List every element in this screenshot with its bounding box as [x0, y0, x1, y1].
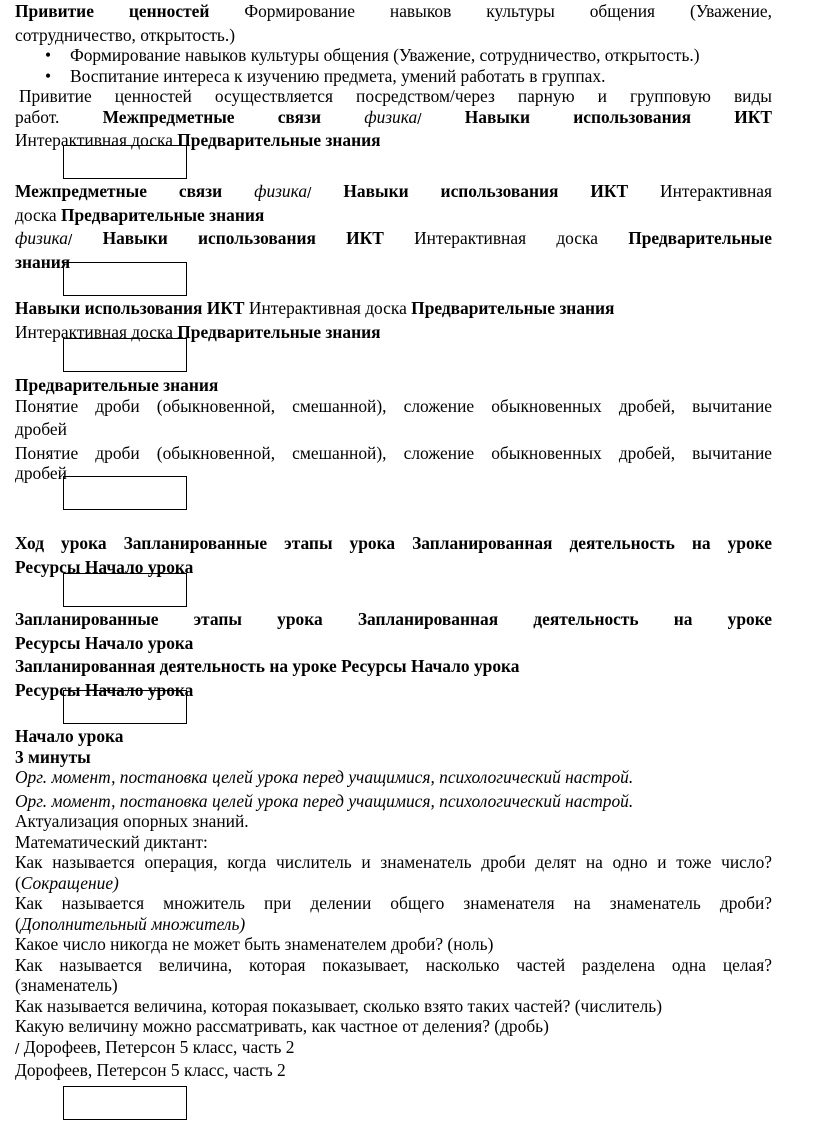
interdisciplinary-line-4: знания — [15, 251, 71, 272]
interdisciplinary-label: Межпредметные связи — [102, 106, 322, 127]
answer-4: (знаменатель) — [15, 975, 118, 995]
empty-box — [63, 262, 187, 296]
physics-label: физика — [364, 106, 418, 127]
placeholder-glyph-icon: / — [15, 1041, 20, 1057]
planned-line-3 — [15, 656, 772, 680]
resources-label: Ресурсы — [15, 632, 81, 653]
list-item — [15, 66, 772, 87]
ict-skills-label: Навыки использования ИКТ — [343, 181, 629, 201]
dictation-line: Математический диктант: — [15, 831, 208, 852]
reference-line-1 — [15, 1037, 772, 1061]
prior-knowledge-label: Предварительные знания — [177, 321, 381, 342]
values-heading-rest: Формирование навыков культуры общения (Уважение, — [244, 1, 772, 21]
empty-box — [63, 145, 187, 179]
values-section — [15, 1, 772, 154]
lesson-start-title: Начало урока — [15, 726, 124, 746]
question-1: Как называется операция, когда числитель и знаменатель дроби делят на одно и тоже число? — [15, 852, 772, 872]
text-span: работ. — [15, 106, 60, 127]
answer-2 — [15, 914, 772, 935]
ict-skills-label: Навыки использования ИКТ — [102, 228, 384, 248]
interdisciplinary-line-1 — [15, 181, 772, 205]
bullet-icon: • — [45, 45, 52, 65]
values-line-1 — [15, 1, 772, 25]
question-2: Как называется множитель при делении общего знаменателя на знаменатель дроби? — [15, 893, 772, 913]
list-item — [15, 45, 772, 66]
lesson-start-label: Начало урока — [84, 556, 194, 577]
text-span: дробей — [15, 463, 67, 483]
interdisciplinary-line-3 — [15, 228, 772, 252]
org-moment-line-2: Орг. момент, постановка целей урока перед учащимися, психологический настрой. — [15, 790, 634, 811]
whiteboard-label: Интерактивная доска — [414, 228, 598, 248]
ict-line-1 — [15, 298, 772, 322]
planned-line-1 — [15, 609, 772, 633]
prior-knowledge-label: Предварительные знания — [60, 204, 265, 225]
interdisciplinary-label: Межпредметные связи — [15, 181, 223, 201]
prior-knowledge-label: Предварительные знания — [411, 298, 615, 318]
interdisciplinary-section — [15, 181, 772, 272]
planned-activity-label: Запланированная деятельность на уроке — [412, 533, 772, 553]
planned-line-2 — [15, 633, 772, 657]
planned-activity-label: Запланированная деятельность на уроке — [357, 609, 772, 629]
reference-line-2 — [15, 1060, 772, 1084]
ict-skills-label: Навыки использования ИКТ — [15, 298, 245, 318]
ict-skills-label: Навыки использования ИКТ — [464, 106, 773, 127]
resources-label: Ресурсы — [15, 679, 81, 700]
lesson-start-label: Начало урока — [84, 679, 194, 700]
text-span: Дорофеев, Петерсон 5 класс, часть 2 — [15, 1060, 286, 1080]
placeholder-glyph-icon: / — [417, 111, 422, 127]
physics-label: физика — [15, 228, 68, 248]
whiteboard-label: Интерактивная доска — [15, 130, 173, 150]
text-span: доска — [15, 204, 57, 225]
values-paragraph-line-2 — [15, 107, 772, 131]
planned-activity-label: Запланированная деятельность на уроке — [15, 656, 337, 676]
resources-label: Ресурсы — [15, 556, 81, 577]
text-span: ( — [15, 913, 21, 934]
values-paragraph-line-1: Привитие ценностей осуществляется посредством/через парную и групповую виды — [19, 86, 772, 106]
org-moment-line-1 — [15, 767, 772, 791]
interdisciplinary-line-2 — [15, 205, 772, 229]
whiteboard-label: Интерактивная доска — [248, 298, 407, 318]
bullet-icon: • — [45, 65, 52, 86]
planned-stages-label: Запланированные этапы урока — [123, 533, 396, 553]
answer-1 — [15, 873, 772, 894]
planned-stages-label: Запланированные этапы урока — [15, 609, 323, 629]
text-span: Понятие дроби (обыкновенной, смешанной), сложение обыкновенных дробей, вычитание — [15, 395, 772, 416]
empty-box — [63, 476, 187, 510]
empty-box — [63, 1086, 187, 1120]
planned-stages-section — [15, 609, 772, 703]
duration-label: 3 минуты — [15, 746, 91, 767]
physics-label: физика — [254, 181, 308, 201]
lesson-start-section — [15, 726, 772, 1084]
text-span: ( — [15, 872, 21, 893]
text-span: Орг. момент, постановка целей урока перед учащимися, психологический настрой. — [15, 767, 634, 787]
whiteboard-label: Интерактивная — [660, 181, 773, 201]
empty-box — [63, 690, 187, 724]
text-span: Дорофеев, Петерсон 5 класс, часть 2 — [23, 1036, 295, 1057]
text-span: Дополнительный множитель) — [20, 913, 246, 934]
question-6: Какую величину можно рассматривать, как частное от деления? (дробь) — [15, 1016, 549, 1036]
lesson-start-label: Начало урока — [84, 632, 194, 653]
prior-knowledge-label: Предварительные знания — [177, 130, 381, 150]
placeholder-glyph-icon: / — [307, 186, 312, 201]
prior-knowledge-line-2 — [15, 419, 772, 443]
resources-label: Ресурсы — [341, 656, 407, 676]
lesson-start-label: Начало урока — [410, 656, 520, 676]
text-span: дробей — [15, 419, 67, 439]
question-5: Как называется величина, которая показывает, сколько взято таких частей? (числитель) — [15, 995, 663, 1016]
whiteboard-label: Интерактивная доска — [15, 321, 173, 342]
question-4: Как называется величина, которая показывает, насколько частей разделена одна целая? — [15, 954, 772, 975]
list-item-text: Воспитание интереса к изучению предмета, умений работать в группах. — [70, 65, 606, 86]
empty-box — [63, 338, 187, 372]
prior-knowledge-title: Предварительные знания — [15, 375, 219, 395]
values-line-2: сотрудничество, открытость.) — [15, 24, 236, 45]
prior-knowledge-section — [15, 375, 772, 487]
question-3: Какое число никогда не может быть знаменателем дроби? (ноль) — [15, 934, 494, 954]
prior-knowledge-line-1 — [15, 396, 772, 420]
placeholder-glyph-icon: / — [67, 233, 73, 248]
lesson-course-line-1 — [15, 533, 772, 557]
prior-knowledge-line-3: Понятие дроби (обыкновенной, смешанной), сложение обыкновенных дробей, вычитание — [15, 442, 772, 463]
prior-knowledge-label: Предварительные — [628, 228, 772, 248]
empty-box — [63, 573, 187, 607]
lesson-course-label: Ход урока — [15, 533, 107, 553]
list-item-text: Формирование навыков культуры общения (Уважение, сотрудничество, открытость.) — [70, 45, 700, 65]
actualization-line: Актуализация опорных знаний. — [15, 811, 249, 831]
text-span: Сокращение) — [20, 872, 119, 893]
values-heading: Привитие ценностей — [15, 1, 210, 21]
